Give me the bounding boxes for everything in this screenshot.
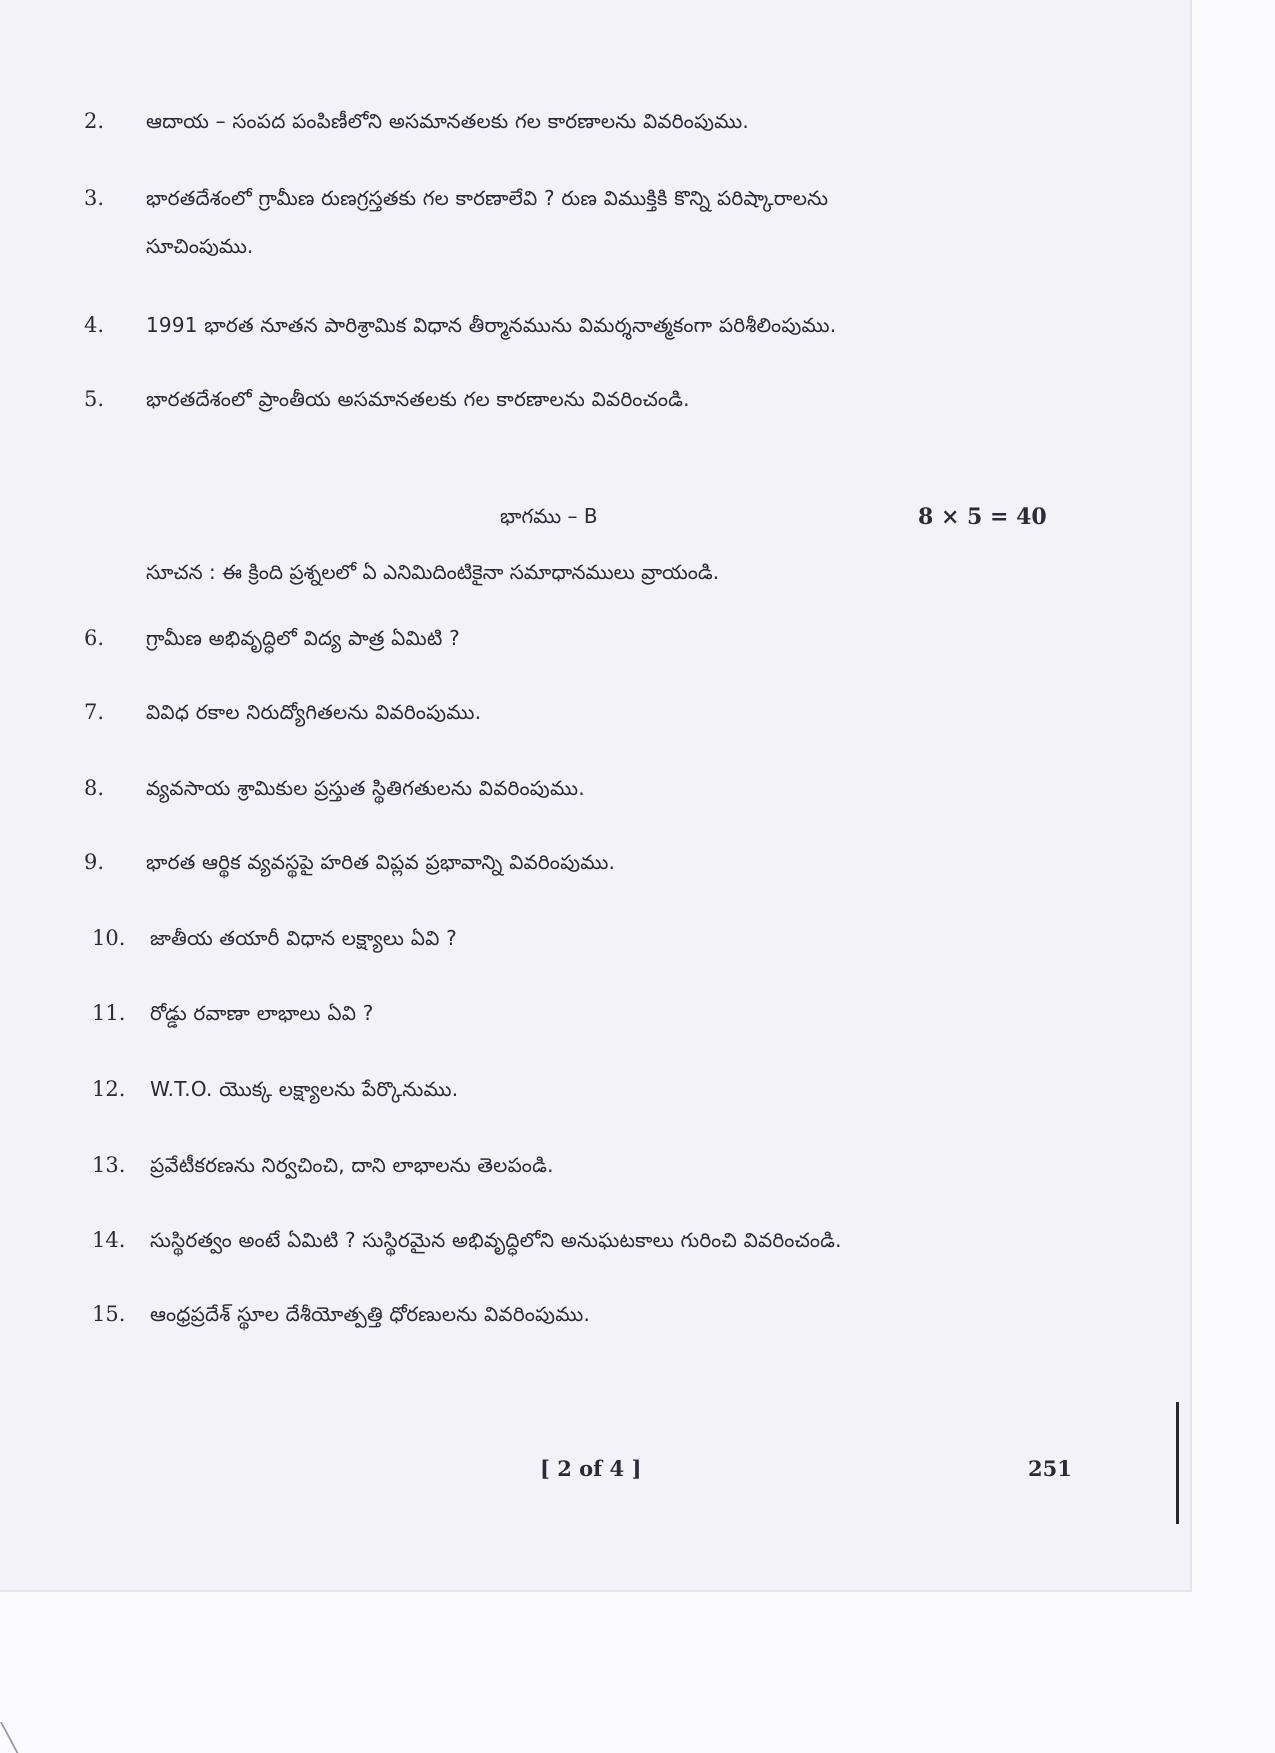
question-text: భారతదేశంలో గ్రామీణ రుణగ్రస్తతకు గల కారణాలేవి ? రుణ విముక్తికి కొన్ని పరిష్కారాలను [146,186,829,210]
section-title: భాగము – B [500,504,598,528]
question-text: వ్యవసాయ శ్రామికుల ప్రస్తుత స్థితిగతులను వివరింపుము. [146,776,585,800]
question-text: వివిధ రకాల నిరుద్యోగితలను వివరింపుము. [146,700,482,724]
question-text: ప్రవేటీకరణను నిర్వచించి, దాని లాభాలను తెలపండి. [150,1153,554,1177]
question-number: 12. [92,1077,126,1101]
question-text: రోడ్డు రవాణా లాభాలు ఏవి ? [150,1001,374,1025]
question-text: జాతీయ తయారీ విధాన లక్ష్యాలు ఏవి ? [150,926,457,950]
question-number: 9. [84,850,105,874]
question-text: గ్రామీణ అభివృద్ధిలో విద్య పాత్ర ఏమిటి ? [146,626,460,650]
section-marks: 8 × 5 = 40 [918,504,1047,530]
question-text: సుస్థిరత్వం అంటే ఏమిటి ? సుస్థిరమైన అభివృద్ధిలోని అనుఘటకాలు గురించి వివరించండి. [150,1228,842,1252]
question-number: 7. [84,700,105,724]
question-number: 8. [84,776,105,800]
question-number: 5. [84,387,105,411]
question-text: ఆదాయ – సంపద పంపిణీలోని అసమానతలకు గల కారణాలను వివరింపుము. [146,109,749,133]
question-number: 13. [92,1153,126,1177]
question-text-continued: సూచింపుము. [146,234,254,258]
question-text: ఆంధ్రప్రదేశ్ స్థూల దేశీయోత్పత్తి ధోరణులను వివరింపుము. [150,1302,591,1326]
question-text: 1991 భారత నూతన పారిశ్రామిక విధాన తీర్మానమును విమర్శనాత్మకంగా పరిశీలింపుము. [146,313,837,337]
question-number: 11. [92,1001,126,1025]
question-number: 6. [84,626,105,650]
question-number: 10. [92,926,126,950]
question-number: 14. [92,1228,126,1252]
question-number: 4. [84,313,105,337]
question-text: భారతదేశంలో ప్రాంతీయ అసమానతలకు గల కారణాలను వివరించండి. [146,387,690,411]
scan-edge-line [1176,1402,1179,1524]
scan-corner-mark [0,1722,48,1753]
page-number: [ 2 of 4 ] [540,1456,642,1481]
question-number: 3. [84,186,105,210]
paper-code: 251 [1028,1456,1072,1481]
section-b-heading [0,504,1120,536]
question-number: 15. [92,1302,126,1326]
question-number: 2. [84,109,105,133]
section-instruction: సూచన : ఈ క్రింది ప్రశ్నలలో ఏ ఎనిమిదింటికైనా సమాధానములు వ్రాయండి. [146,560,720,584]
question-text: భారత ఆర్థిక వ్యవస్థపై హరిత విప్లవ ప్రభావాన్ని వివరింపుము. [146,850,616,874]
question-text: W.T.O. యొక్క లక్ష్యాలను పేర్కొనుము. [150,1077,459,1101]
